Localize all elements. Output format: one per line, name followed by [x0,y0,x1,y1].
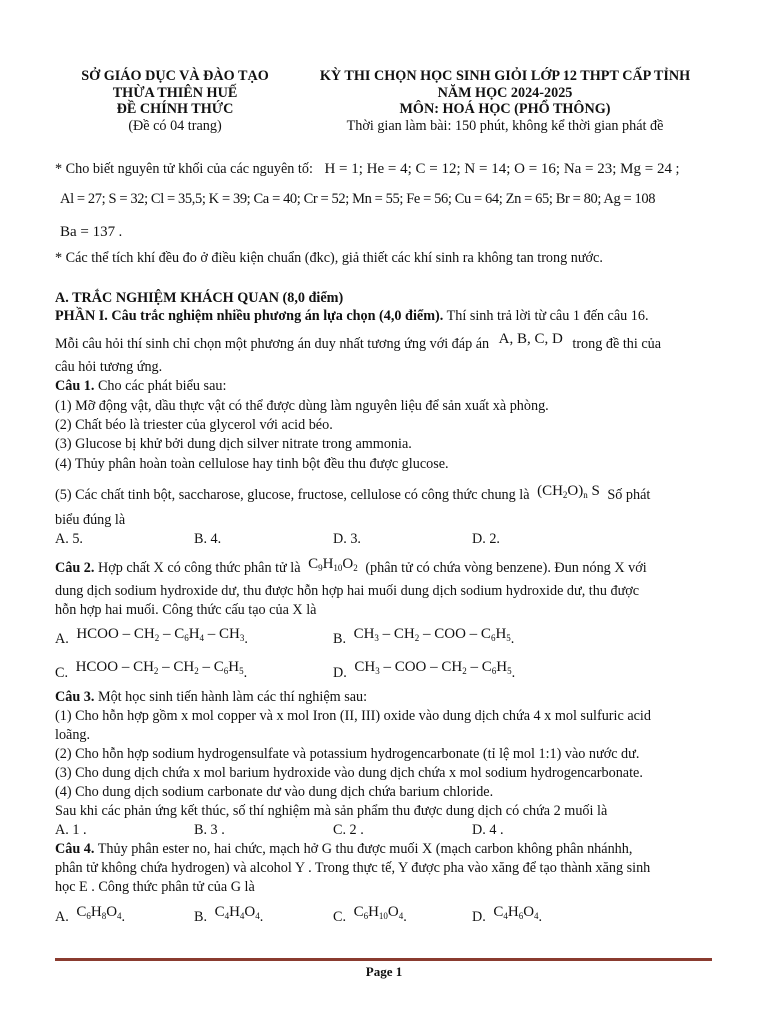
question-1-statement-4: (4) Thủy phân hoàn toàn cellulose hay tinh bột đều thu được glucose. [55,456,449,472]
atomic-masses-line-3 [60,223,122,241]
question-4-option-b[interactable]: B. $C_4H_4O_4$. [194,904,264,925]
question-2-line-2: dung dịch sodium hydroxide dư, thu được hỗn hợp hai muối dung dịch sodium hydroxide dư, thu được [55,583,640,599]
question-3-option-b[interactable]: B. 3 . [194,822,225,838]
atomic-masses-list-2: Al = 27; S = 32; Cl = 35,5; K = 39; Ca = 40; Cr = 52; Mn = 55; Fe = 56; Cu = 64; Zn = 65; Br = 80; Ag = 108 [60,191,656,207]
question-2-stem [55,556,647,581]
time-limit: Thời gian làm bài: 150 phút, không kể thời gian phát đề [346,117,664,134]
question-1-statement-5-text: (5) Các chất tinh bột, saccharose, glucose, fructose, cellulose có công thức chung là [55,487,530,503]
official-label: ĐỀ CHÍNH THỨC [116,101,234,117]
question-1-stem [55,377,226,395]
school-year: NĂM HỌC 2024-2025 [437,84,573,101]
header-left [40,68,310,134]
question-2-option-b[interactable]: B. $CH_3 - CH_2$ – COO – $C_6H_5$. [333,626,515,647]
question-4-label: Câu 4. [55,841,95,857]
header-right [280,68,730,134]
question-2-option-c-letter: C. [55,665,69,681]
subject: MÔN: HOÁ HỌC (PHỔ THÔNG) [399,101,611,117]
page-count-note: (Đề có 04 trang) [128,117,222,134]
formula-d: $CH_3$ – COO – $CH_2 - C_6H_5$ [354,659,512,676]
question-3-experiment-1-cont: loãng. [55,727,91,743]
department-name: SỞ GIÁO DỤC VÀ ĐÀO TẠO [81,68,269,84]
gas-conditions-note: * Các thể tích khí đều đo ở điều kiện chuẩn (đkc), giả thiết các khí sinh ra không tan trong nước. [55,250,603,266]
question-2-option-d[interactable]: D. $CH_3$ – COO – $CH_2 - C_6H_5$. [333,659,516,681]
instruction-text-a: Mỗi câu hỏi thí sinh chỉ chọn một phương án duy nhất tương ứng với đáp án [55,336,490,352]
instruction-line-1 [55,331,662,353]
question-2-text: Hợp chất X có công thức phân tử là [94,560,301,576]
question-4-option-a[interactable]: A. $C_6H_8O_4$. [55,904,126,925]
question-1-statement-2: (2) Chất béo là triester của glycerol với acid béo. [55,417,333,433]
part-heading-rest: Thí sinh trả lời từ câu 1 đến câu 16. [443,308,649,324]
instruction-line-2: câu hỏi tương ứng. [55,359,163,375]
question-1-ask: biểu đúng là [55,512,126,528]
formula-b: $CH_3 - CH_2$ – COO – $C_6H_5$ [353,626,511,643]
question-4-option-a-letter: A. [55,909,69,925]
question-1-statement-1: (1) Mỡ động vật, dầu thực vật có thể được dùng làm nguyên liệu để sản xuất xà phòng. [55,398,549,414]
question-3-experiment-2: (2) Cho hỗn hợp sodium hydrogensulfate và potassium hydrogencarbonate (tỉ lệ mol 1:1) vào nước dư. [55,746,640,762]
instruction-text-b: trong đề thi của [572,336,662,352]
question-2-option-c[interactable]: C. HCOO – $CH_2 - CH_2 - C_6H_5$. [55,659,248,681]
question-3-ask: Sau khi các phản ứng kết thúc, số thí nghiệm mà sản phẩm thu được dung dịch có chứa 2 muối là [55,803,608,819]
question-2-line-3: hỗn hợp hai muối. Công thức cấu tạo của X là [55,602,317,618]
question-1-label: Câu 1. [55,378,95,394]
molecular-formula-x: $C_9H_{10}O_2$ [308,556,358,573]
question-4-option-d-letter: D. [472,909,486,925]
question-1-text: Cho các phát biểu sau: [94,378,227,394]
footer-divider [55,958,712,961]
question-1-statement-3: (3) Glucose bị khử bởi dung dịch silver nitrate trong ammonia. [55,436,412,452]
formula-a: HCOO – $CH_2 - C_6H_4 - CH_3$ [76,626,245,643]
question-2-option-a[interactable]: A. HCOO – $CH_2 - C_6H_4 - CH_3$. [55,626,248,647]
question-4-option-d[interactable]: D. $C_4H_6O_4$. [472,904,543,925]
atomic-masses-line-1 [55,160,679,178]
question-4-text: Thủy phân ester no, hai chức, mạch hở G thu được muối X (mạch carbon không phân nhánhh, [94,841,633,857]
question-3-experiment-4: (4) Cho dung dịch sodium carbonate dư vào dung dịch chứa barium chloride. [55,784,494,800]
instruction-answer-letters: A, B, C, D [498,331,563,347]
part-heading-bold: PHẦN I. Câu trắc nghiệm nhiều phương án lựa chọn (4,0 điểm). [55,308,444,324]
atomic-masses-list-1: H = 1; He = 4; C = 12; N = 14; O = 16; Na = 23; Mg = 24 [324,161,672,177]
question-2-text-tail: (phân tử có chứa vòng benzene). Đun nóng X với [365,560,647,576]
atomic-masses-list-3-end: . [118,224,123,240]
question-4-line-2: phân tử không chứa hydrogen) và alcohol Y . Trong thực tế, Y được pha vào xăng để tạo thành xăng sinh [55,860,651,876]
question-3-option-c[interactable]: C. 2 . [333,822,364,838]
section-title: A. TRẮC NGHIỆM KHÁCH QUAN (8,0 điểm) [55,290,344,306]
question-1-statement-5-tail: Số phát [607,487,651,503]
question-2-label: Câu 2. [55,560,95,576]
question-3-label: Câu 3. [55,689,95,705]
formula-4d: $C_4H_6O_4$ [493,904,539,921]
page-number: Page 1 [365,964,403,979]
province-name: THỪA THIÊN HUẾ [112,84,238,101]
question-2-option-b-letter: B. [333,631,347,647]
atomic-masses-list-1-end: ; [675,161,680,177]
question-4-option-c[interactable]: C. $C_6H_{10}O_4$. [333,904,407,925]
atomic-masses-list-3: Ba = 137 [60,224,116,240]
exam-title: KỲ THI CHỌN HỌC SINH GIỎI LỚP 12 THPT CẤP TỈNH [319,68,691,84]
question-2-option-a-letter: A. [55,631,69,647]
question-3-experiment-3: (3) Cho dung dịch chứa x mol barium hydroxide vào dung dịch chứa x mol sodium hydrogencarbonate. [55,765,643,781]
question-4-line-3: học E . Công thức phân tử của G là [55,879,255,895]
question-4-stem [55,840,632,858]
question-3-text: Một học sinh tiến hành làm các thí nghiệm sau: [94,689,368,705]
question-4-option-c-letter: C. [333,909,347,925]
formula-c: HCOO – $CH_2 - CH_2 - C_6H_5$ [75,659,244,676]
question-1-option-b[interactable]: B. 4. [194,531,222,547]
question-1-option-c[interactable]: D. 3. [333,531,361,547]
question-1-statement-5 [55,483,651,508]
general-formula: $(CH_2O)_n$ S [537,483,600,500]
question-2-option-d-letter: D. [333,665,347,681]
question-3-option-a[interactable]: A. 1 . [55,822,87,838]
question-3-option-d[interactable]: D. 4 . [472,822,504,838]
formula-4b: $C_4H_4O_4$ [214,904,260,921]
part-heading [55,307,649,325]
question-4-option-b-letter: B. [194,909,208,925]
question-1-option-a[interactable]: A. 5. [55,531,83,547]
question-3-experiment-1: (1) Cho hỗn hợp gồm x mol copper và x mol Iron (II, III) oxide vào dung dịch chứa 4 x mol sulfuric acid [55,708,651,724]
atomic-masses-intro: * Cho biết nguyên tử khối của các nguyên tố: [55,161,313,177]
formula-4c: $C_6H_{10}O_4$ [353,904,404,921]
formula-4a: $C_6H_8O_4$ [76,904,122,921]
question-3-stem [55,688,367,706]
question-1-option-d[interactable]: D. 2. [472,531,500,547]
